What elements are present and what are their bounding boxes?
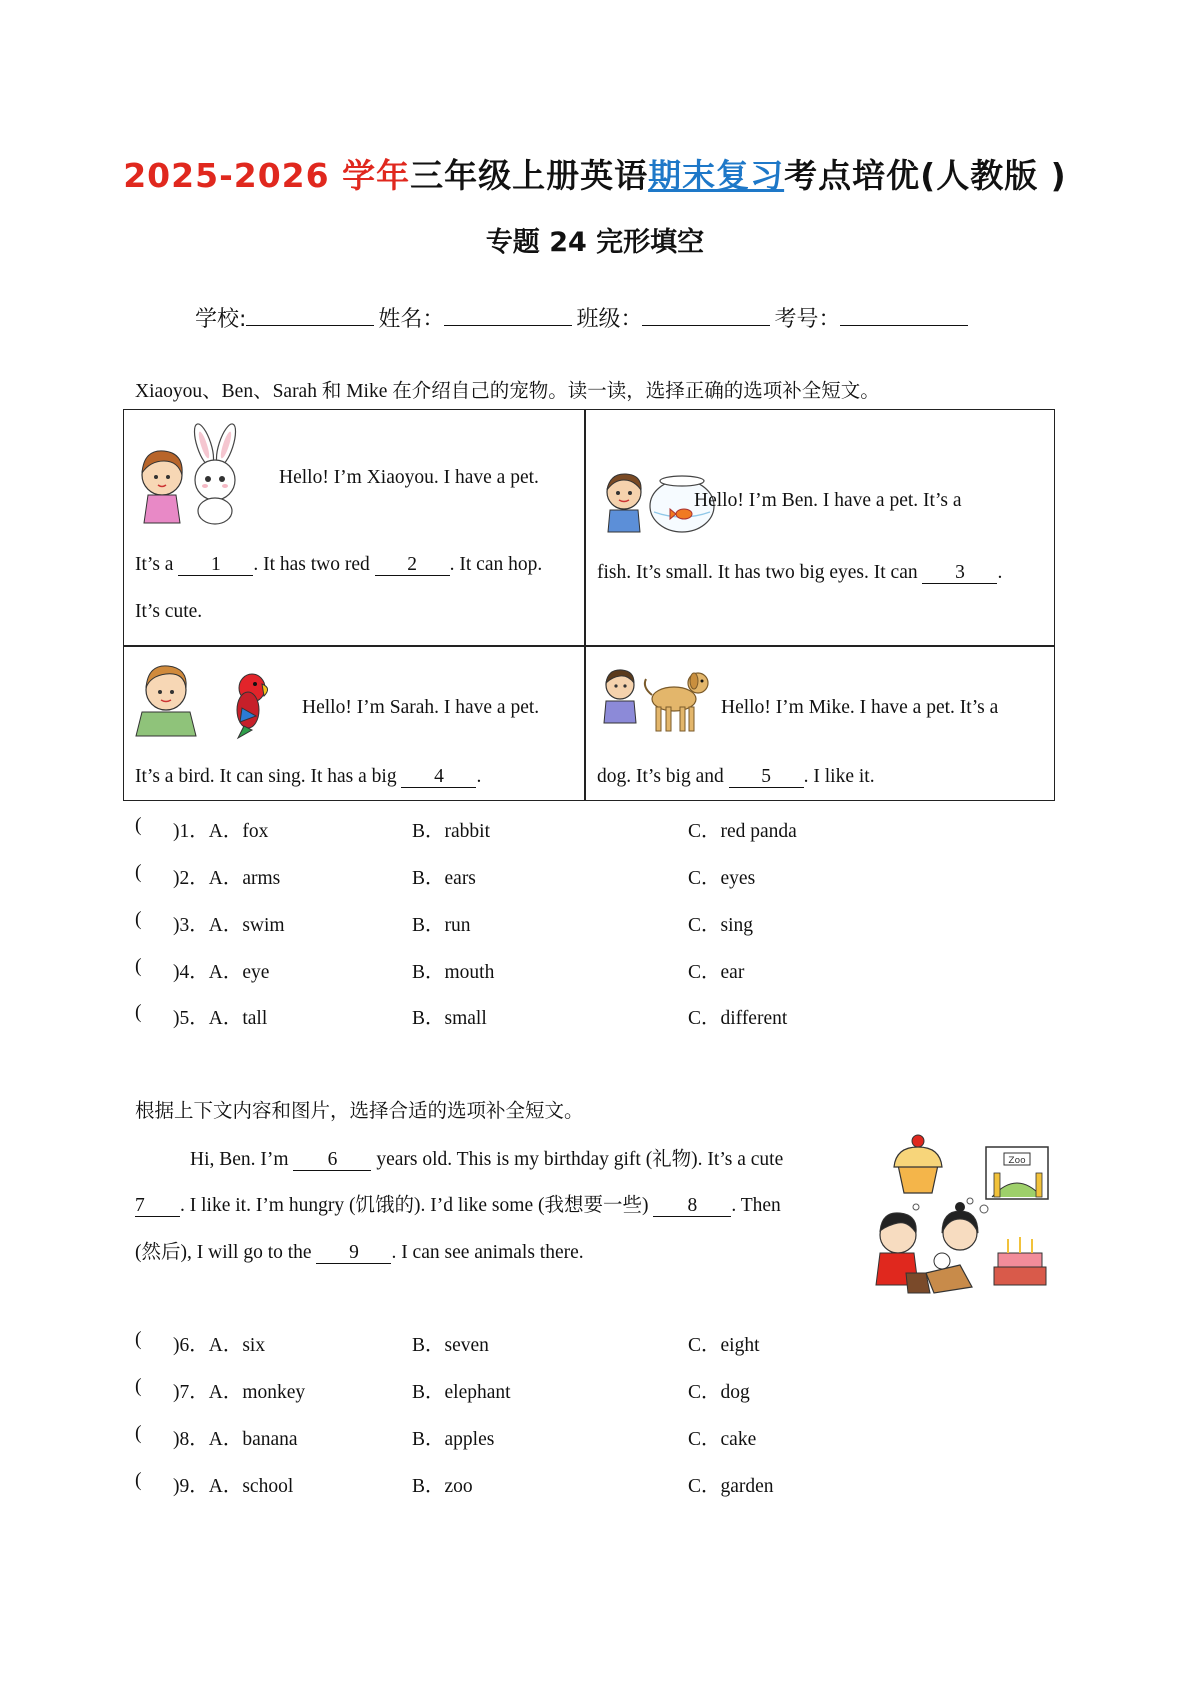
table-divider-horizontal [124, 645, 1054, 647]
name-field[interactable] [444, 307, 572, 326]
xiaoyou-text-c: . It can hop. [449, 554, 543, 575]
option-b: B．seven [412, 1335, 489, 1356]
passage-line-2 [135, 1189, 781, 1217]
blank-4[interactable]: 4 [401, 767, 476, 788]
class-label: 班级： [576, 307, 643, 332]
option-c: C．ear [688, 962, 745, 983]
mike-icon [604, 670, 636, 723]
sarah-line-2 [135, 766, 481, 788]
parrot-icon [237, 674, 268, 738]
boy-and-dog-illustration [602, 665, 712, 737]
mike-text-a: dog. It’s big and [597, 766, 729, 787]
option-a: )7．A．monkey [173, 1382, 306, 1403]
birthday-illustration [868, 1125, 1053, 1295]
answer-paren[interactable]: ( [135, 1329, 142, 1350]
xiaoyou-line-3: It’s cute. [135, 601, 203, 622]
option-b: B．ears [412, 868, 476, 889]
title-edition: 考点培优(人教版 ) [784, 156, 1067, 195]
option-c: C．sing [688, 915, 754, 936]
sarah-text-b: . [476, 766, 482, 787]
question-row[interactable] [135, 1376, 1035, 1404]
birthday-cake-icon [994, 1237, 1046, 1285]
mike-line-2 [597, 766, 875, 788]
section2-instruction: 根据上下文内容和图片，选择合适的选项补全短文。 [135, 1101, 584, 1122]
option-b: B．rabbit [412, 821, 490, 842]
exam-no-field[interactable] [840, 307, 968, 326]
blank-2[interactable]: 2 [375, 555, 450, 576]
zoo-sign-icon [986, 1147, 1048, 1199]
sarah-line-1: Hello! I’m Sarah. I have a pet. [302, 697, 540, 718]
class-field[interactable] [642, 307, 770, 326]
xiaoyou-text-b: . It has two red [253, 554, 375, 575]
question-row[interactable] [135, 1423, 1035, 1451]
passage-text-3a: (然后), I will go to the [135, 1242, 317, 1263]
passage-line-3 [135, 1236, 584, 1264]
xiaoyou-line-1: Hello! I’m Xiaoyou. I have a pet. [279, 467, 539, 488]
option-a: )4．A．eye [173, 962, 270, 983]
gift-box-icon [906, 1253, 972, 1293]
passage-text-1b: years old. This is my birthday gift (礼物). It’s a cute [371, 1149, 784, 1170]
blank-3[interactable]: 3 [922, 563, 997, 584]
page-title [0, 150, 1190, 197]
option-b: B．apples [412, 1429, 495, 1450]
girl-icon [942, 1202, 978, 1250]
xiaoyou-text-a: It’s a [135, 554, 179, 575]
answer-paren[interactable]: ( [135, 862, 142, 883]
passage-line-1 [190, 1143, 783, 1171]
option-b: B．mouth [412, 962, 495, 983]
blank-7[interactable]: 7 [135, 1196, 180, 1217]
passage-text-2a: . I like it. I’m hungry (饥饿的). I’d like some (我想要一些) [180, 1195, 654, 1216]
sarah-icon [136, 666, 196, 736]
dog-icon [645, 673, 708, 731]
option-b: B．run [412, 915, 471, 936]
blank-8[interactable]: 8 [653, 1196, 731, 1217]
section1-instruction: Xiaoyou、Ben、Sarah 和 Mike 在介绍自己的宠物。读一读，选择正确的选项补全短文。 [135, 381, 880, 402]
option-a: )3．A．swim [173, 915, 285, 936]
option-a: )8．A．banana [173, 1429, 298, 1450]
title-year: 2025-2026 学年 [123, 156, 411, 195]
option-b: B．elephant [412, 1382, 511, 1403]
option-a: )1．A．fox [173, 821, 269, 842]
name-label: 姓名： [378, 307, 445, 332]
sarah-text-a: It’s a bird. It can sing. It has a big [135, 766, 402, 787]
question-row[interactable] [135, 1329, 1035, 1357]
passage-text-3b: . I can see animals there. [391, 1242, 584, 1263]
school-field[interactable] [246, 307, 374, 326]
ben-text-a: fish. It’s small. It has two big eyes. It can [597, 562, 923, 583]
thought-bubble-icon [913, 1198, 988, 1213]
blank-1[interactable]: 1 [178, 555, 253, 576]
option-b: B．small [412, 1008, 487, 1029]
answer-paren[interactable]: ( [135, 1002, 142, 1023]
mike-text-b: . I like it. [803, 766, 875, 787]
answer-paren[interactable]: ( [135, 1376, 142, 1397]
passage-text-1a: Hi, Ben. I’m [190, 1149, 294, 1170]
answer-paren[interactable]: ( [135, 909, 142, 930]
pet-intro-table [123, 409, 1055, 801]
option-c: C．garden [688, 1476, 774, 1497]
question-row[interactable] [135, 1470, 1035, 1498]
rabbit-icon [191, 422, 240, 524]
boy-icon [607, 474, 641, 532]
ben-line-1: Hello! I’m Ben. I have a pet. It’s a [694, 490, 962, 511]
option-c: C．different [688, 1008, 788, 1029]
zoo-sign-text: Zoo [1008, 1156, 1026, 1166]
girl-and-rabbit-illustration [134, 435, 254, 525]
passage-text-2b: . Then [731, 1195, 781, 1216]
option-b: B．zoo [412, 1476, 473, 1497]
cupcake-icon [894, 1135, 942, 1193]
option-a: )6．A．six [173, 1335, 266, 1356]
option-c: C．cake [688, 1429, 757, 1450]
girl-icon [142, 451, 182, 523]
option-a: )5．A．tall [173, 1008, 268, 1029]
option-a: )2．A．arms [173, 868, 281, 889]
school-label: 学校: [195, 307, 247, 332]
option-c: C．dog [688, 1382, 750, 1403]
option-c: C．eight [688, 1335, 760, 1356]
question-row[interactable] [135, 1002, 1035, 1030]
question-row[interactable] [135, 815, 1035, 843]
answer-paren[interactable]: ( [135, 815, 142, 836]
table-divider-vertical [584, 410, 586, 800]
blank-9[interactable]: 9 [316, 1243, 391, 1264]
question-row[interactable] [135, 862, 1035, 890]
option-c: C．red panda [688, 821, 797, 842]
exam-no-label: 考号： [774, 307, 841, 332]
option-a: )9．A．school [173, 1476, 294, 1497]
blank-6[interactable]: 6 [293, 1150, 371, 1171]
student-info [195, 302, 972, 333]
question-row[interactable] [135, 909, 1035, 937]
girl-and-parrot-illustration [134, 658, 284, 738]
ben-line-2 [597, 562, 1002, 584]
page-subtitle: 专题 24 完形填空 [485, 227, 705, 258]
blank-5[interactable]: 5 [729, 767, 804, 788]
title-grade: 三年级上册英语 [410, 156, 649, 195]
option-c: C．eyes [688, 868, 756, 889]
mike-line-1: Hello! I’m Mike. I have a pet. It’s a [721, 697, 999, 718]
question-row[interactable] [135, 956, 1035, 984]
answer-paren[interactable]: ( [135, 1470, 142, 1491]
answer-paren[interactable]: ( [135, 956, 142, 977]
answer-paren[interactable]: ( [135, 1423, 142, 1444]
xiaoyou-line-2 [135, 554, 542, 576]
title-review: 期末复习 [648, 156, 785, 195]
ben-text-b: . [997, 562, 1003, 583]
